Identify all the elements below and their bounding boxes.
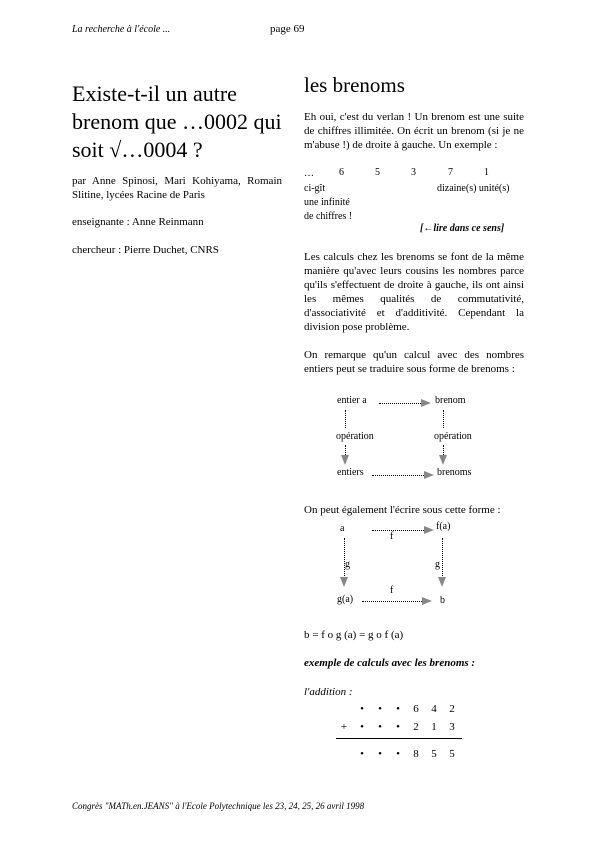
arrow-down-icon bbox=[438, 577, 446, 587]
dotted-line bbox=[345, 410, 346, 428]
read-direction-hint: [←lire dans ce sens] bbox=[420, 223, 505, 234]
arrow-down-icon bbox=[341, 455, 349, 465]
example-digit: 3 bbox=[411, 167, 416, 178]
example-digit: … bbox=[304, 168, 314, 179]
dotted-line bbox=[362, 601, 422, 602]
arrow-right-icon bbox=[424, 471, 434, 479]
addition-digit: 5 bbox=[449, 748, 455, 760]
dotted-line bbox=[372, 530, 424, 531]
addition-digit: 8 bbox=[413, 748, 419, 760]
arrow-down-icon bbox=[340, 577, 348, 587]
diagram-label: f(a) bbox=[436, 521, 451, 532]
dotted-line bbox=[443, 410, 444, 428]
paragraph-remarque: On remarque qu'un calcul avec des nombres entiers peut se traduire sous forme de brenoms : bbox=[304, 349, 524, 375]
page-number: page 69 bbox=[270, 23, 305, 35]
diagram-label: g bbox=[345, 559, 350, 570]
intro-paragraph: Eh oui, c'est du verlan ! Un brenom est une suite de chiffres illimitée. On écrit un brenom (si je ne m'abuse !) de droite à gauche. Un exemple : bbox=[304, 111, 524, 151]
examples-title: exemple de calculs avec les brenoms : bbox=[304, 657, 476, 669]
arrow-down-icon bbox=[439, 455, 447, 465]
header-left: La recherche à l'école ... bbox=[72, 24, 171, 35]
paragraph-forme: On peut également l'écrire sous cette forme : bbox=[304, 504, 501, 516]
example-label: de chiffres ! bbox=[304, 211, 353, 222]
diagram-label: entier a bbox=[337, 395, 367, 406]
diagram-label: brenom bbox=[435, 395, 466, 406]
diagram-label: g bbox=[435, 559, 440, 570]
addition-digit: • bbox=[360, 721, 364, 733]
addition-digit: 5 bbox=[431, 748, 437, 760]
addition-digit: • bbox=[360, 703, 364, 715]
section-title: les brenoms bbox=[304, 73, 405, 97]
addition-digit: • bbox=[396, 703, 400, 715]
example-digit: 7 bbox=[448, 167, 453, 178]
addition-digit: • bbox=[396, 748, 400, 760]
arrow-right-icon bbox=[421, 399, 431, 407]
addition-digit: 2 bbox=[449, 703, 455, 715]
diagram-label: opération bbox=[336, 431, 374, 442]
diagram-label: f bbox=[390, 531, 394, 542]
arrow-right-icon bbox=[422, 597, 432, 605]
addition-digit: • bbox=[378, 703, 382, 715]
arrow-right-icon bbox=[424, 526, 434, 534]
diagram-label: entiers bbox=[337, 467, 364, 478]
addition-digit: • bbox=[360, 748, 364, 760]
addition-digit: 3 bbox=[449, 721, 455, 733]
addition-digit: • bbox=[378, 748, 382, 760]
equation: b = f o g (a) = g o f (a) bbox=[304, 629, 404, 641]
example-digit: 5 bbox=[375, 167, 380, 178]
example-label: dizaine(s) unité(s) bbox=[437, 183, 510, 194]
example-digit: 6 bbox=[339, 167, 344, 178]
addition-digit: 6 bbox=[413, 703, 419, 715]
addition-label: l'addition : bbox=[304, 686, 353, 698]
dotted-line bbox=[344, 538, 345, 578]
teacher: enseignante : Anne Reinmann bbox=[72, 216, 204, 228]
dotted-line bbox=[372, 475, 424, 476]
dotted-line bbox=[379, 403, 421, 404]
addition-digit: • bbox=[396, 721, 400, 733]
diagram-label: opération bbox=[434, 431, 472, 442]
example-digit: 1 bbox=[484, 167, 489, 178]
researcher: chercheur : Pierre Duchet, CNRS bbox=[72, 244, 219, 256]
paragraph-calculs: Les calculs chez les brenoms se font de la même manière qu'avec leurs cousins les nombres parce qu'ils s'effectuent de droite à gauche, ils ont ainsi les mêmes qualités de commutativité, d'associativité et d'additivité. Cependant la division pose problème. bbox=[304, 251, 524, 333]
addition-digit: 4 bbox=[431, 703, 437, 715]
sum-rule bbox=[336, 738, 462, 739]
addition-digit: • bbox=[378, 721, 382, 733]
example-label: ci-gît bbox=[304, 183, 326, 194]
diagram-label: brenoms bbox=[437, 467, 472, 478]
diagram-label: b bbox=[440, 595, 445, 606]
authors: par Anne Spinosi, Mari Kohiyama, Romain Slitine, lycées Racine de Paris bbox=[72, 175, 282, 201]
footer: Congrès "MATh.en.JEANS" à l'Ecole Polytechnique les 23, 24, 25, 26 avril 1998 bbox=[72, 801, 365, 811]
plus-sign: + bbox=[340, 721, 348, 733]
diagram-label: a bbox=[340, 523, 345, 534]
dotted-line bbox=[442, 538, 443, 578]
diagram-label: f bbox=[390, 585, 394, 596]
addition-digit: 1 bbox=[431, 721, 437, 733]
example-label: une infinité bbox=[304, 197, 350, 208]
article-title: Existe-t-il un autre brenom que …0002 qui soit √…0004 ? bbox=[72, 81, 282, 162]
diagram-label: g(a) bbox=[337, 594, 354, 605]
addition-digit: 2 bbox=[413, 721, 419, 733]
